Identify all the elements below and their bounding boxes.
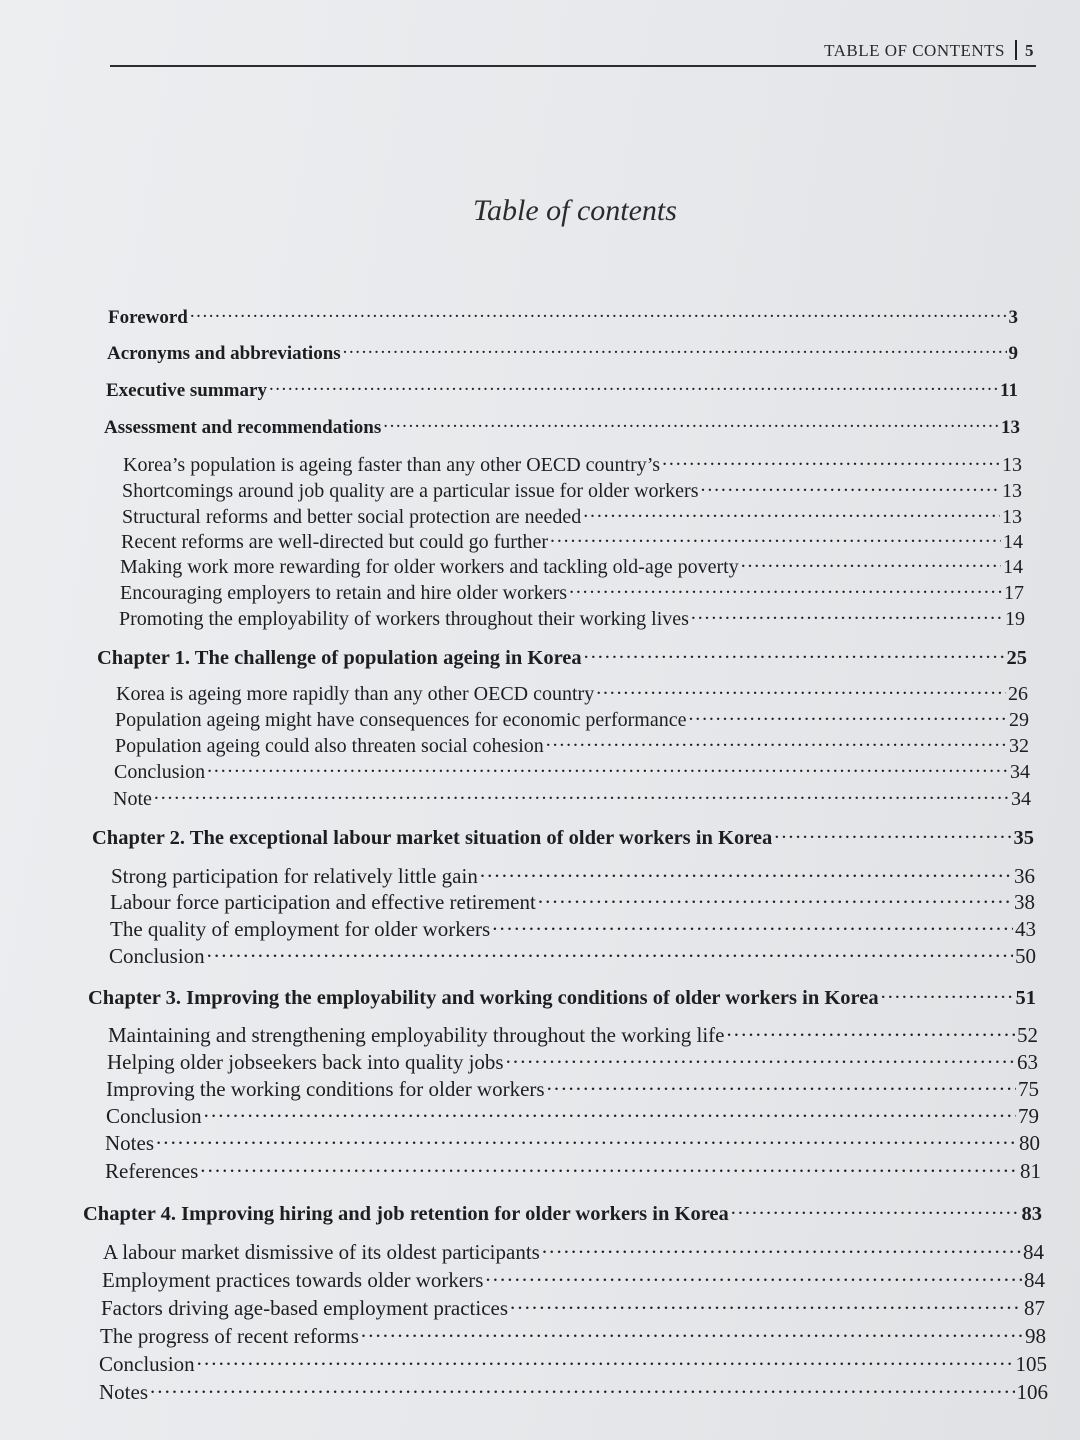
toc-entry-label: Promoting the employability of workers throughout their working lives <box>119 608 689 630</box>
toc-subentry[interactable] <box>122 477 1022 503</box>
toc-entry-page: 13 <box>1002 480 1022 502</box>
dot-leader <box>154 785 1009 805</box>
toc-title: Table of contents <box>473 194 677 227</box>
toc-entry-label: References <box>105 1159 199 1183</box>
toc-entry-label: Shortcomings around job quality are a particular issue for older workers <box>122 480 699 502</box>
toc-entry-label: Note <box>113 788 152 810</box>
toc-entry-label: Conclusion <box>114 761 206 783</box>
toc-entry-page: 13 <box>1001 417 1020 438</box>
toc-entry-page: 80 <box>1019 1131 1040 1155</box>
toc-entry-label: Making work more rewarding for older workers and tackling old-age poverty <box>120 556 739 578</box>
toc-subentry[interactable] <box>123 451 1022 477</box>
running-title: TABLE OF CONTENTS <box>824 41 1005 60</box>
dot-leader <box>200 1157 1018 1178</box>
toc-subentry[interactable] <box>105 1157 1041 1184</box>
toc-subentry[interactable] <box>107 1048 1038 1075</box>
dot-leader <box>550 528 1001 548</box>
toc-entry-page: 52 <box>1017 1023 1038 1047</box>
dot-leader <box>731 1199 1020 1220</box>
dot-leader <box>583 503 1000 523</box>
toc-entry-label: Labour force participation and effective retirement <box>110 890 536 914</box>
toc-entry-page: 98 <box>1025 1324 1046 1348</box>
toc-chapter-2[interactable] <box>92 823 1034 850</box>
dot-leader <box>691 605 1003 625</box>
toc-entry-label: Population ageing could also threaten social cohesion <box>115 735 544 757</box>
toc-chapter-page: 83 <box>1021 1202 1042 1225</box>
toc-subentry[interactable] <box>119 605 1025 631</box>
toc-entry-page: 9 <box>1008 343 1018 364</box>
toc-subentry[interactable] <box>101 1294 1045 1321</box>
toc-entry-page: 32 <box>1009 735 1029 757</box>
toc-entry-label: Korea is ageing more rapidly than any other OECD country <box>116 683 595 705</box>
toc-entry-label: Conclusion <box>99 1352 195 1376</box>
dot-leader <box>190 304 1007 323</box>
dot-leader <box>542 1238 1021 1259</box>
toc-entry-label: Korea’s population is ageing faster than any other OECD country’s <box>123 454 661 476</box>
dot-leader <box>197 1350 1014 1371</box>
dot-leader <box>204 1102 1016 1123</box>
toc-entry-page: 14 <box>1003 531 1023 553</box>
toc-entry-page: 29 <box>1009 709 1029 731</box>
header-rule <box>110 65 1036 67</box>
header-page-number: 5 <box>1025 41 1034 60</box>
toc-subentry[interactable] <box>110 888 1035 915</box>
toc-entry-foreword[interactable] <box>108 304 1018 329</box>
toc-chapter-1[interactable] <box>97 643 1027 670</box>
dot-leader <box>510 1294 1022 1315</box>
toc-entry-label: A labour market dismissive of its oldest participants <box>103 1240 540 1264</box>
dot-leader <box>150 1378 1015 1399</box>
toc-entry-label: Maintaining and strengthening employability throughout the working life <box>108 1023 725 1047</box>
dot-leader <box>506 1048 1015 1069</box>
dot-leader <box>741 553 1001 573</box>
dot-leader <box>688 706 1007 726</box>
toc-subentry[interactable] <box>109 942 1036 969</box>
header-separator <box>1015 40 1017 60</box>
toc-subentry[interactable] <box>110 915 1036 942</box>
toc-subentry[interactable] <box>115 706 1029 732</box>
toc-entry-page: 3 <box>1008 307 1018 328</box>
toc-subentry[interactable] <box>120 579 1024 605</box>
toc-chapter-label: Chapter 3. Improving the employability and working conditions of older workers in Korea <box>88 986 879 1009</box>
toc-subentry[interactable] <box>108 1021 1038 1048</box>
toc-subentry[interactable] <box>111 862 1035 889</box>
toc-chapter-label: Chapter 4. Improving hiring and job retention for older workers in Korea <box>83 1202 729 1225</box>
toc-subentry[interactable] <box>106 1102 1039 1129</box>
dot-leader <box>701 477 1000 497</box>
toc-chapter-page: 25 <box>1006 646 1027 669</box>
toc-subentry[interactable] <box>102 1266 1045 1293</box>
dot-leader <box>343 340 1007 359</box>
dot-leader <box>492 915 1013 936</box>
dot-leader <box>662 451 1000 471</box>
toc-entry-label: Population ageing might have consequences for economic performance <box>115 709 687 731</box>
toc-entry-page: 79 <box>1018 1104 1039 1128</box>
toc-entry-label: Executive summary <box>106 380 267 401</box>
toc-entry-label: Factors driving age-based employment practices <box>101 1296 509 1320</box>
toc-entry-page: 106 <box>1016 1380 1048 1404</box>
toc-chapter-page: 35 <box>1013 826 1034 849</box>
dot-leader <box>480 862 1012 883</box>
toc-entry-page: 38 <box>1014 890 1035 914</box>
toc-entry-acronyms[interactable] <box>107 340 1018 365</box>
toc-entry-page: 84 <box>1024 1268 1045 1292</box>
toc-entry-page: 11 <box>1000 380 1018 401</box>
toc-entry-label: Conclusion <box>106 1104 202 1128</box>
dot-leader <box>269 377 998 396</box>
running-header <box>824 40 1034 61</box>
toc-entry-page: 26 <box>1008 683 1028 705</box>
toc-subentry[interactable] <box>115 732 1029 758</box>
toc-subentry[interactable] <box>116 680 1028 706</box>
toc-subentry[interactable] <box>122 503 1022 529</box>
toc-entry-label: The quality of employment for older workers <box>110 917 491 941</box>
dot-leader <box>596 680 1006 700</box>
dot-leader <box>569 579 1002 599</box>
toc-entry-page: 19 <box>1005 608 1025 630</box>
dot-leader <box>207 942 1013 963</box>
toc-entry-page: 34 <box>1010 761 1030 783</box>
toc-entry-page: 50 <box>1015 944 1036 968</box>
toc-chapter-label: Chapter 1. The challenge of population ageing in Korea <box>97 646 582 669</box>
dot-leader <box>726 1021 1015 1042</box>
toc-entry-page: 13 <box>1002 506 1022 528</box>
dot-leader <box>361 1322 1023 1343</box>
toc-subentry[interactable] <box>121 528 1023 554</box>
toc-subentry[interactable] <box>106 1075 1039 1102</box>
toc-subentry[interactable] <box>120 553 1023 579</box>
toc-entry-assessment[interactable] <box>104 414 1020 439</box>
dot-leader <box>774 823 1011 844</box>
dot-leader <box>881 983 1014 1004</box>
toc-entry-label: Helping older jobseekers back into quality jobs <box>107 1050 504 1074</box>
toc-entry-page: 63 <box>1017 1050 1038 1074</box>
toc-entry-label: Improving the working conditions for older workers <box>106 1077 545 1101</box>
dot-leader <box>546 732 1007 752</box>
toc-subentry[interactable] <box>103 1238 1044 1265</box>
toc-entry-label: Conclusion <box>109 944 205 968</box>
dot-leader <box>547 1075 1016 1096</box>
toc-entry-label: The progress of recent reforms <box>100 1324 359 1348</box>
toc-entry-page: 34 <box>1011 788 1031 810</box>
toc-entry-label: Notes <box>99 1380 148 1404</box>
dot-leader <box>383 414 999 433</box>
toc-entry-label: Recent reforms are well-directed but could go further <box>121 531 549 553</box>
toc-chapter-label: Chapter 2. The exceptional labour market situation of older workers in Korea <box>92 826 773 849</box>
dot-leader <box>156 1129 1017 1150</box>
toc-entry-label: Encouraging employers to retain and hire older workers <box>120 582 568 604</box>
toc-entry-page: 36 <box>1014 864 1035 888</box>
toc-entry-page: 17 <box>1004 582 1024 604</box>
toc-entry-label: Assessment and recommendations <box>104 417 382 438</box>
toc-entry-label: Employment practices towards older workers <box>102 1268 484 1292</box>
toc-entry-page: 84 <box>1023 1240 1044 1264</box>
toc-subentry[interactable] <box>99 1378 1048 1405</box>
toc-subentry[interactable] <box>113 785 1031 811</box>
toc-chapter-page: 51 <box>1015 986 1036 1009</box>
toc-subentry[interactable] <box>114 758 1030 784</box>
toc-entry-page: 87 <box>1024 1296 1045 1320</box>
toc-entry-executive-summary[interactable] <box>106 377 1018 402</box>
toc-entry-label: Strong participation for relatively little gain <box>111 864 478 888</box>
toc-entry-label: Foreword <box>108 307 188 328</box>
toc-entry-label: Structural reforms and better social protection are needed <box>122 506 582 528</box>
toc-entry-page: 105 <box>1015 1352 1047 1376</box>
toc-entry-page: 75 <box>1018 1077 1039 1101</box>
toc-subentry[interactable] <box>100 1322 1046 1349</box>
toc-entry-page: 13 <box>1002 454 1022 476</box>
toc-chapter-3[interactable] <box>88 983 1036 1010</box>
toc-chapter-4[interactable] <box>83 1199 1042 1226</box>
dot-leader <box>584 643 1005 664</box>
toc-entry-page: 81 <box>1020 1159 1041 1183</box>
toc-entry-label: Acronyms and abbreviations <box>107 343 341 364</box>
dot-leader <box>485 1266 1022 1287</box>
toc-subentry[interactable] <box>99 1350 1047 1377</box>
dot-leader <box>538 888 1012 909</box>
toc-entry-page: 14 <box>1003 556 1023 578</box>
toc-entry-label: Notes <box>105 1131 154 1155</box>
dot-leader <box>207 758 1008 778</box>
toc-subentry[interactable] <box>105 1129 1040 1156</box>
toc-entry-page: 43 <box>1015 917 1036 941</box>
